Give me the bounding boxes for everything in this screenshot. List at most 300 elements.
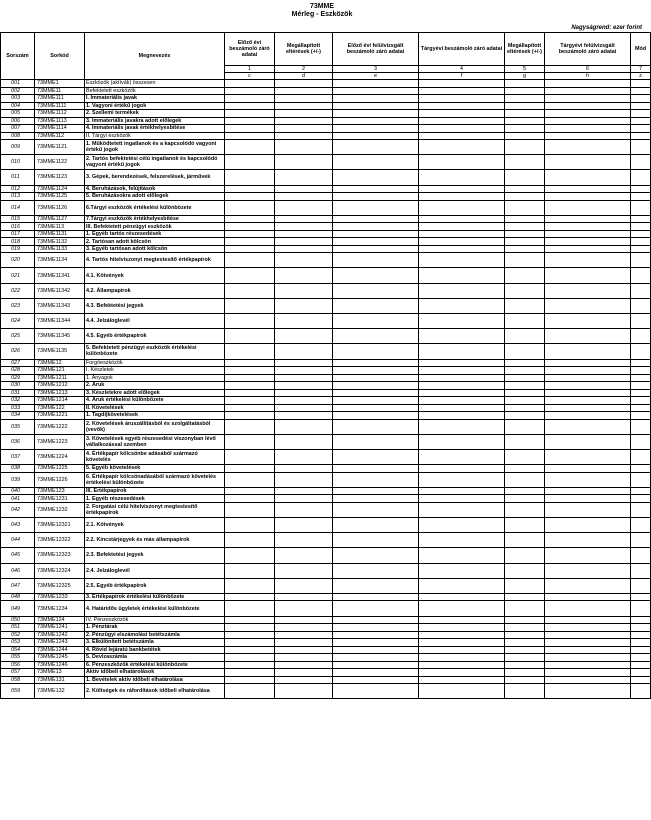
value-cell-e[interactable] xyxy=(333,367,419,375)
value-cell-z[interactable] xyxy=(631,502,651,517)
value-cell-e[interactable] xyxy=(333,132,419,140)
value-cell-d[interactable] xyxy=(275,654,333,662)
value-cell-e[interactable] xyxy=(333,245,419,253)
value-cell-e[interactable] xyxy=(333,374,419,382)
value-cell-g[interactable] xyxy=(505,434,545,449)
value-cell-h[interactable] xyxy=(545,382,631,390)
value-cell-z[interactable] xyxy=(631,434,651,449)
value-cell-d[interactable] xyxy=(275,374,333,382)
value-cell-z[interactable] xyxy=(631,601,651,616)
value-cell-c[interactable] xyxy=(225,140,275,155)
value-cell-e[interactable] xyxy=(333,465,419,473)
value-cell-h[interactable] xyxy=(545,487,631,495)
value-cell-f[interactable] xyxy=(419,616,505,624)
value-cell-g[interactable] xyxy=(505,684,545,699)
value-cell-h[interactable] xyxy=(545,102,631,110)
value-cell-f[interactable] xyxy=(419,298,505,313)
value-cell-g[interactable] xyxy=(505,102,545,110)
value-cell-c[interactable] xyxy=(225,434,275,449)
value-cell-e[interactable] xyxy=(333,314,419,329)
value-cell-z[interactable] xyxy=(631,472,651,487)
value-cell-z[interactable] xyxy=(631,593,651,601)
value-cell-c[interactable] xyxy=(225,95,275,103)
value-cell-c[interactable] xyxy=(225,593,275,601)
value-cell-c[interactable] xyxy=(225,412,275,420)
value-cell-d[interactable] xyxy=(275,518,333,533)
value-cell-e[interactable] xyxy=(333,601,419,616)
value-cell-e[interactable] xyxy=(333,676,419,684)
value-cell-d[interactable] xyxy=(275,646,333,654)
value-cell-z[interactable] xyxy=(631,646,651,654)
value-cell-f[interactable] xyxy=(419,495,505,503)
value-cell-f[interactable] xyxy=(419,238,505,246)
value-cell-h[interactable] xyxy=(545,245,631,253)
value-cell-f[interactable] xyxy=(419,472,505,487)
value-cell-z[interactable] xyxy=(631,140,651,155)
value-cell-g[interactable] xyxy=(505,563,545,578)
value-cell-z[interactable] xyxy=(631,404,651,412)
value-cell-g[interactable] xyxy=(505,253,545,268)
value-cell-c[interactable] xyxy=(225,298,275,313)
value-cell-g[interactable] xyxy=(505,185,545,193)
value-cell-c[interactable] xyxy=(225,238,275,246)
value-cell-f[interactable] xyxy=(419,245,505,253)
value-cell-g[interactable] xyxy=(505,140,545,155)
value-cell-d[interactable] xyxy=(275,238,333,246)
value-cell-e[interactable] xyxy=(333,397,419,405)
value-cell-e[interactable] xyxy=(333,533,419,548)
value-cell-z[interactable] xyxy=(631,563,651,578)
value-cell-h[interactable] xyxy=(545,624,631,632)
value-cell-e[interactable] xyxy=(333,593,419,601)
value-cell-z[interactable] xyxy=(631,669,651,677)
value-cell-h[interactable] xyxy=(545,646,631,654)
value-cell-g[interactable] xyxy=(505,593,545,601)
value-cell-c[interactable] xyxy=(225,314,275,329)
value-cell-h[interactable] xyxy=(545,329,631,344)
value-cell-f[interactable] xyxy=(419,449,505,464)
value-cell-f[interactable] xyxy=(419,230,505,238)
value-cell-e[interactable] xyxy=(333,215,419,223)
value-cell-d[interactable] xyxy=(275,601,333,616)
value-cell-g[interactable] xyxy=(505,367,545,375)
value-cell-c[interactable] xyxy=(225,397,275,405)
value-cell-h[interactable] xyxy=(545,193,631,201)
value-cell-z[interactable] xyxy=(631,117,651,125)
value-cell-g[interactable] xyxy=(505,238,545,246)
value-cell-h[interactable] xyxy=(545,155,631,170)
value-cell-z[interactable] xyxy=(631,639,651,647)
value-cell-d[interactable] xyxy=(275,495,333,503)
value-cell-f[interactable] xyxy=(419,502,505,517)
value-cell-e[interactable] xyxy=(333,193,419,201)
value-cell-c[interactable] xyxy=(225,502,275,517)
value-cell-z[interactable] xyxy=(631,465,651,473)
value-cell-g[interactable] xyxy=(505,548,545,563)
value-cell-e[interactable] xyxy=(333,404,419,412)
value-cell-c[interactable] xyxy=(225,268,275,283)
value-cell-f[interactable] xyxy=(419,185,505,193)
value-cell-f[interactable] xyxy=(419,125,505,133)
value-cell-h[interactable] xyxy=(545,676,631,684)
value-cell-f[interactable] xyxy=(419,631,505,639)
value-cell-c[interactable] xyxy=(225,419,275,434)
value-cell-e[interactable] xyxy=(333,344,419,359)
value-cell-d[interactable] xyxy=(275,185,333,193)
value-cell-d[interactable] xyxy=(275,253,333,268)
value-cell-c[interactable] xyxy=(225,518,275,533)
value-cell-g[interactable] xyxy=(505,389,545,397)
value-cell-z[interactable] xyxy=(631,382,651,390)
value-cell-f[interactable] xyxy=(419,412,505,420)
value-cell-e[interactable] xyxy=(333,200,419,215)
value-cell-z[interactable] xyxy=(631,631,651,639)
value-cell-c[interactable] xyxy=(225,80,275,88)
value-cell-h[interactable] xyxy=(545,389,631,397)
value-cell-z[interactable] xyxy=(631,215,651,223)
value-cell-h[interactable] xyxy=(545,298,631,313)
value-cell-d[interactable] xyxy=(275,676,333,684)
value-cell-c[interactable] xyxy=(225,367,275,375)
value-cell-d[interactable] xyxy=(275,223,333,231)
value-cell-c[interactable] xyxy=(225,132,275,140)
value-cell-g[interactable] xyxy=(505,487,545,495)
value-cell-c[interactable] xyxy=(225,639,275,647)
value-cell-g[interactable] xyxy=(505,268,545,283)
value-cell-d[interactable] xyxy=(275,314,333,329)
value-cell-d[interactable] xyxy=(275,125,333,133)
value-cell-c[interactable] xyxy=(225,646,275,654)
value-cell-g[interactable] xyxy=(505,200,545,215)
value-cell-c[interactable] xyxy=(225,601,275,616)
value-cell-e[interactable] xyxy=(333,238,419,246)
value-cell-g[interactable] xyxy=(505,502,545,517)
value-cell-g[interactable] xyxy=(505,223,545,231)
value-cell-f[interactable] xyxy=(419,419,505,434)
value-cell-e[interactable] xyxy=(333,298,419,313)
value-cell-e[interactable] xyxy=(333,487,419,495)
value-cell-d[interactable] xyxy=(275,502,333,517)
value-cell-z[interactable] xyxy=(631,412,651,420)
value-cell-f[interactable] xyxy=(419,465,505,473)
value-cell-g[interactable] xyxy=(505,465,545,473)
value-cell-f[interactable] xyxy=(419,397,505,405)
value-cell-z[interactable] xyxy=(631,397,651,405)
value-cell-d[interactable] xyxy=(275,669,333,677)
value-cell-e[interactable] xyxy=(333,502,419,517)
value-cell-e[interactable] xyxy=(333,230,419,238)
value-cell-g[interactable] xyxy=(505,397,545,405)
value-cell-e[interactable] xyxy=(333,389,419,397)
value-cell-e[interactable] xyxy=(333,624,419,632)
value-cell-g[interactable] xyxy=(505,87,545,95)
value-cell-d[interactable] xyxy=(275,298,333,313)
value-cell-z[interactable] xyxy=(631,374,651,382)
value-cell-g[interactable] xyxy=(505,344,545,359)
value-cell-h[interactable] xyxy=(545,412,631,420)
value-cell-c[interactable] xyxy=(225,616,275,624)
value-cell-c[interactable] xyxy=(225,578,275,593)
value-cell-g[interactable] xyxy=(505,117,545,125)
value-cell-f[interactable] xyxy=(419,314,505,329)
value-cell-c[interactable] xyxy=(225,117,275,125)
value-cell-z[interactable] xyxy=(631,661,651,669)
value-cell-d[interactable] xyxy=(275,367,333,375)
value-cell-e[interactable] xyxy=(333,472,419,487)
value-cell-c[interactable] xyxy=(225,548,275,563)
value-cell-h[interactable] xyxy=(545,465,631,473)
value-cell-g[interactable] xyxy=(505,374,545,382)
value-cell-z[interactable] xyxy=(631,193,651,201)
value-cell-e[interactable] xyxy=(333,223,419,231)
value-cell-d[interactable] xyxy=(275,616,333,624)
value-cell-f[interactable] xyxy=(419,601,505,616)
value-cell-h[interactable] xyxy=(545,661,631,669)
value-cell-h[interactable] xyxy=(545,502,631,517)
value-cell-h[interactable] xyxy=(545,132,631,140)
value-cell-g[interactable] xyxy=(505,601,545,616)
value-cell-f[interactable] xyxy=(419,359,505,367)
value-cell-g[interactable] xyxy=(505,132,545,140)
value-cell-e[interactable] xyxy=(333,669,419,677)
value-cell-h[interactable] xyxy=(545,593,631,601)
value-cell-c[interactable] xyxy=(225,329,275,344)
value-cell-d[interactable] xyxy=(275,404,333,412)
value-cell-c[interactable] xyxy=(225,193,275,201)
value-cell-f[interactable] xyxy=(419,487,505,495)
value-cell-g[interactable] xyxy=(505,661,545,669)
value-cell-d[interactable] xyxy=(275,389,333,397)
value-cell-h[interactable] xyxy=(545,230,631,238)
value-cell-z[interactable] xyxy=(631,548,651,563)
value-cell-h[interactable] xyxy=(545,367,631,375)
value-cell-f[interactable] xyxy=(419,382,505,390)
value-cell-z[interactable] xyxy=(631,344,651,359)
value-cell-g[interactable] xyxy=(505,170,545,185)
value-cell-f[interactable] xyxy=(419,223,505,231)
value-cell-z[interactable] xyxy=(631,578,651,593)
value-cell-f[interactable] xyxy=(419,215,505,223)
value-cell-d[interactable] xyxy=(275,80,333,88)
value-cell-c[interactable] xyxy=(225,533,275,548)
value-cell-d[interactable] xyxy=(275,155,333,170)
value-cell-c[interactable] xyxy=(225,359,275,367)
value-cell-c[interactable] xyxy=(225,223,275,231)
value-cell-h[interactable] xyxy=(545,140,631,155)
value-cell-e[interactable] xyxy=(333,578,419,593)
value-cell-h[interactable] xyxy=(545,616,631,624)
value-cell-c[interactable] xyxy=(225,684,275,699)
value-cell-z[interactable] xyxy=(631,155,651,170)
value-cell-z[interactable] xyxy=(631,223,651,231)
value-cell-f[interactable] xyxy=(419,563,505,578)
value-cell-z[interactable] xyxy=(631,245,651,253)
value-cell-e[interactable] xyxy=(333,87,419,95)
value-cell-e[interactable] xyxy=(333,125,419,133)
value-cell-e[interactable] xyxy=(333,419,419,434)
value-cell-c[interactable] xyxy=(225,472,275,487)
value-cell-g[interactable] xyxy=(505,80,545,88)
value-cell-c[interactable] xyxy=(225,245,275,253)
value-cell-e[interactable] xyxy=(333,80,419,88)
value-cell-e[interactable] xyxy=(333,382,419,390)
value-cell-f[interactable] xyxy=(419,155,505,170)
value-cell-d[interactable] xyxy=(275,661,333,669)
value-cell-h[interactable] xyxy=(545,495,631,503)
value-cell-f[interactable] xyxy=(419,518,505,533)
value-cell-d[interactable] xyxy=(275,449,333,464)
value-cell-d[interactable] xyxy=(275,95,333,103)
value-cell-z[interactable] xyxy=(631,185,651,193)
value-cell-d[interactable] xyxy=(275,593,333,601)
value-cell-c[interactable] xyxy=(225,110,275,118)
value-cell-z[interactable] xyxy=(631,80,651,88)
value-cell-g[interactable] xyxy=(505,283,545,298)
value-cell-z[interactable] xyxy=(631,102,651,110)
value-cell-g[interactable] xyxy=(505,193,545,201)
value-cell-h[interactable] xyxy=(545,548,631,563)
value-cell-c[interactable] xyxy=(225,374,275,382)
value-cell-g[interactable] xyxy=(505,495,545,503)
value-cell-f[interactable] xyxy=(419,170,505,185)
value-cell-g[interactable] xyxy=(505,404,545,412)
value-cell-g[interactable] xyxy=(505,230,545,238)
value-cell-h[interactable] xyxy=(545,314,631,329)
value-cell-h[interactable] xyxy=(545,684,631,699)
value-cell-e[interactable] xyxy=(333,654,419,662)
value-cell-e[interactable] xyxy=(333,563,419,578)
value-cell-d[interactable] xyxy=(275,268,333,283)
value-cell-h[interactable] xyxy=(545,238,631,246)
value-cell-z[interactable] xyxy=(631,132,651,140)
value-cell-z[interactable] xyxy=(631,283,651,298)
value-cell-c[interactable] xyxy=(225,465,275,473)
value-cell-f[interactable] xyxy=(419,200,505,215)
value-cell-e[interactable] xyxy=(333,102,419,110)
value-cell-d[interactable] xyxy=(275,193,333,201)
value-cell-e[interactable] xyxy=(333,646,419,654)
value-cell-h[interactable] xyxy=(545,283,631,298)
value-cell-g[interactable] xyxy=(505,314,545,329)
value-cell-e[interactable] xyxy=(333,495,419,503)
value-cell-d[interactable] xyxy=(275,465,333,473)
value-cell-c[interactable] xyxy=(225,495,275,503)
value-cell-c[interactable] xyxy=(225,125,275,133)
value-cell-g[interactable] xyxy=(505,578,545,593)
value-cell-d[interactable] xyxy=(275,245,333,253)
value-cell-e[interactable] xyxy=(333,95,419,103)
value-cell-d[interactable] xyxy=(275,200,333,215)
value-cell-e[interactable] xyxy=(333,639,419,647)
value-cell-g[interactable] xyxy=(505,616,545,624)
value-cell-f[interactable] xyxy=(419,117,505,125)
value-cell-f[interactable] xyxy=(419,624,505,632)
value-cell-z[interactable] xyxy=(631,359,651,367)
value-cell-e[interactable] xyxy=(333,616,419,624)
value-cell-d[interactable] xyxy=(275,639,333,647)
value-cell-z[interactable] xyxy=(631,87,651,95)
value-cell-f[interactable] xyxy=(419,548,505,563)
value-cell-z[interactable] xyxy=(631,238,651,246)
value-cell-h[interactable] xyxy=(545,344,631,359)
value-cell-c[interactable] xyxy=(225,624,275,632)
value-cell-e[interactable] xyxy=(333,117,419,125)
value-cell-f[interactable] xyxy=(419,404,505,412)
value-cell-h[interactable] xyxy=(545,223,631,231)
value-cell-e[interactable] xyxy=(333,185,419,193)
value-cell-z[interactable] xyxy=(631,170,651,185)
value-cell-e[interactable] xyxy=(333,140,419,155)
value-cell-e[interactable] xyxy=(333,268,419,283)
value-cell-d[interactable] xyxy=(275,397,333,405)
value-cell-d[interactable] xyxy=(275,117,333,125)
value-cell-z[interactable] xyxy=(631,125,651,133)
value-cell-d[interactable] xyxy=(275,87,333,95)
value-cell-g[interactable] xyxy=(505,95,545,103)
value-cell-c[interactable] xyxy=(225,487,275,495)
value-cell-f[interactable] xyxy=(419,140,505,155)
value-cell-c[interactable] xyxy=(225,215,275,223)
value-cell-d[interactable] xyxy=(275,329,333,344)
value-cell-h[interactable] xyxy=(545,95,631,103)
value-cell-z[interactable] xyxy=(631,616,651,624)
value-cell-f[interactable] xyxy=(419,110,505,118)
value-cell-g[interactable] xyxy=(505,419,545,434)
value-cell-h[interactable] xyxy=(545,374,631,382)
value-cell-g[interactable] xyxy=(505,155,545,170)
value-cell-f[interactable] xyxy=(419,684,505,699)
value-cell-g[interactable] xyxy=(505,412,545,420)
value-cell-g[interactable] xyxy=(505,533,545,548)
value-cell-z[interactable] xyxy=(631,449,651,464)
value-cell-f[interactable] xyxy=(419,102,505,110)
value-cell-z[interactable] xyxy=(631,200,651,215)
value-cell-e[interactable] xyxy=(333,155,419,170)
value-cell-c[interactable] xyxy=(225,631,275,639)
value-cell-d[interactable] xyxy=(275,472,333,487)
value-cell-c[interactable] xyxy=(225,283,275,298)
value-cell-h[interactable] xyxy=(545,110,631,118)
value-cell-h[interactable] xyxy=(545,601,631,616)
value-cell-f[interactable] xyxy=(419,344,505,359)
value-cell-c[interactable] xyxy=(225,200,275,215)
value-cell-g[interactable] xyxy=(505,624,545,632)
value-cell-d[interactable] xyxy=(275,624,333,632)
value-cell-f[interactable] xyxy=(419,434,505,449)
value-cell-c[interactable] xyxy=(225,253,275,268)
value-cell-f[interactable] xyxy=(419,389,505,397)
value-cell-d[interactable] xyxy=(275,563,333,578)
value-cell-d[interactable] xyxy=(275,578,333,593)
value-cell-g[interactable] xyxy=(505,639,545,647)
value-cell-z[interactable] xyxy=(631,684,651,699)
value-cell-e[interactable] xyxy=(333,434,419,449)
value-cell-f[interactable] xyxy=(419,253,505,268)
value-cell-f[interactable] xyxy=(419,132,505,140)
value-cell-e[interactable] xyxy=(333,329,419,344)
value-cell-h[interactable] xyxy=(545,170,631,185)
value-cell-c[interactable] xyxy=(225,661,275,669)
value-cell-f[interactable] xyxy=(419,329,505,344)
value-cell-f[interactable] xyxy=(419,533,505,548)
value-cell-z[interactable] xyxy=(631,329,651,344)
value-cell-d[interactable] xyxy=(275,110,333,118)
value-cell-d[interactable] xyxy=(275,487,333,495)
value-cell-h[interactable] xyxy=(545,631,631,639)
value-cell-h[interactable] xyxy=(545,578,631,593)
value-cell-e[interactable] xyxy=(333,283,419,298)
value-cell-g[interactable] xyxy=(505,359,545,367)
